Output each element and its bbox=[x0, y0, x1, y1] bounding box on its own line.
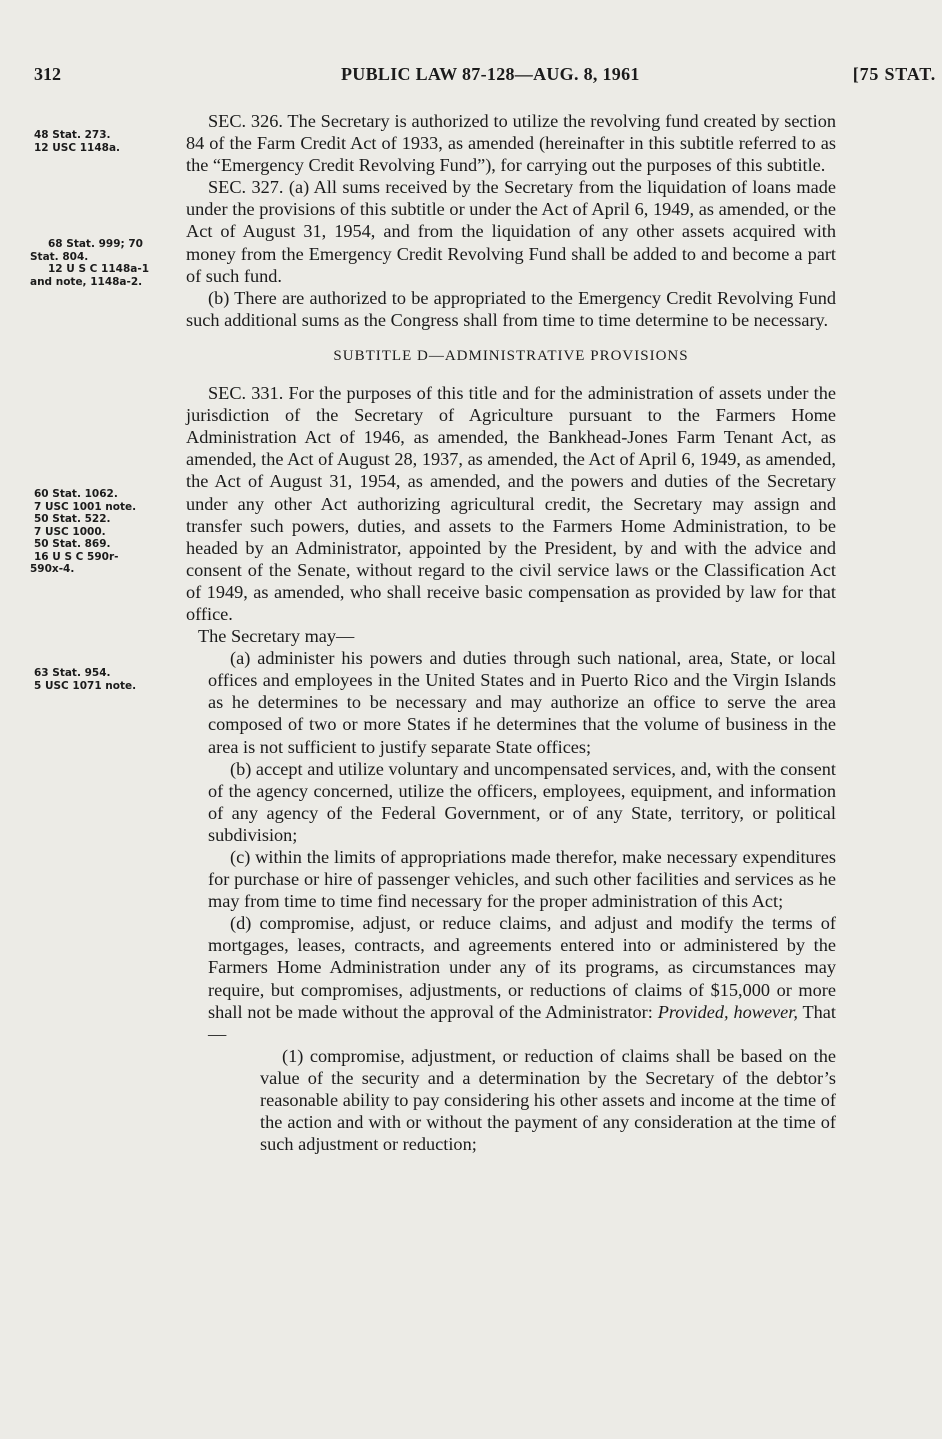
margin-citation: 590x-4. bbox=[30, 563, 75, 575]
running-head: PUBLIC LAW 87-128—AUG. 8, 1961 bbox=[341, 64, 640, 84]
margin-citation: 60 Stat. 1062. bbox=[34, 488, 118, 500]
subtitle-heading: SUBTITLE D—ADMINISTRATIVE PROVISIONS bbox=[333, 347, 689, 364]
page-number: 312 bbox=[34, 64, 61, 84]
margin-citation: 68 Stat. 999; 70 bbox=[48, 238, 143, 250]
proviso-phrase: Provided, however, bbox=[657, 1001, 798, 1022]
margin-note-sec331 bbox=[30, 488, 182, 576]
section-326: SEC. 326. The Secretary is authorized to utilize the revolving fund created by section 84 of the Farm Credit Act of 1933, as amended (hereinafter in this subtitle referred to as the “Emergency Credit Revolving Fund”), for carrying out the purposes of this subtitle. bbox=[186, 111, 836, 176]
margin-citation: 50 Stat. 869. bbox=[34, 538, 111, 550]
statute-volume: [75 STAT. bbox=[852, 64, 936, 84]
clause-b: (b) accept and utilize voluntary and uncompensated services, and, with the consent of the agency concerned, utilize the officers, employees, equipment, and information of any agency of the Federal Government, or of any State, territory, or political subdivision; bbox=[208, 758, 836, 845]
section-327-a: SEC. 327. (a) All sums received by the Secretary from the liquidation of loans made under the provisions of this subtitle or under the Act of April 6, 1949, as amended, or the Act of August 31, 1954, and from the liquidation of any other assets acquired with money from the Emergency Credit Revolving Fund shall be added to and become a part of such fund. bbox=[186, 177, 836, 286]
secretary-may-intro: The Secretary may— bbox=[198, 626, 355, 647]
margin-citation: 16 U S C 590r- bbox=[34, 550, 119, 563]
margin-citation: 5 USC 1071 note. bbox=[34, 679, 137, 692]
margin-citation: 12 U S C 1148a-1 bbox=[48, 263, 150, 275]
margin-note-sec326 bbox=[30, 129, 182, 154]
margin-citation: Stat. 804. bbox=[30, 250, 89, 263]
margin-note-classification-act bbox=[30, 667, 182, 692]
page-header bbox=[34, 64, 936, 88]
margin-note-sec327 bbox=[30, 238, 182, 288]
section-327-b: (b) There are authorized to be appropriated to the Emergency Credit Revolving Fund such additional sums as the Congress shall from time to time determine to be necessary. bbox=[186, 287, 836, 330]
clause-d bbox=[186, 912, 836, 1045]
section-331: SEC. 331. For the purposes of this title and for the administration of assets under the jurisdiction of the Secretary of Agriculture pursuant to the Farmers Home Administration Act of 1946, as amended, the Bankhead-Jones Farm Tenant Act, as amended, the Act of August 28, 1937, as amended, the Act of April 6, 1949, as amended, the Act of August 31, 1954, as amended, and the powers and duties of the Secretary under any other Act authorizing agricultural credit, the Secretary may assign and transfer such powers, duties, and assets to the Farmers Home Administration, to be headed by an Administrator, appointed by the President, by and with the advice and consent of the Senate, without regard to the civil service laws or the Classification Act of 1949, as amended, who shall receive basic compensation as provided by law for that office. bbox=[186, 383, 836, 624]
margin-citation: 7 USC 1001 note. bbox=[34, 500, 137, 513]
clause-a: (a) administer his powers and duties through such national, area, State, or local offices and employees in the United States and in Puerto Rico and the Virgin Islands as he determines to be necessary and may authorize an office to serve the area composed of two or more States if he determines that the volume of business in the area is not sufficient to justify separate State offices; bbox=[208, 648, 836, 757]
body-text bbox=[186, 110, 836, 1155]
clause-d-that: That— bbox=[208, 1001, 836, 1044]
margin-citation: and note, 1148a-2. bbox=[30, 275, 143, 288]
clause-c: (c) within the limits of appropriations made therefor, make necessary expenditures for purchase or hire of passenger vehicles, and such other facilities and services as he may from time to time find necessary for the proper administration of this Act; bbox=[208, 847, 836, 912]
margin-citation: 63 Stat. 954. bbox=[34, 667, 111, 679]
margin-citation: 48 Stat. 273. bbox=[34, 129, 111, 141]
proviso-1: (1) compromise, adjustment, or reduction of claims shall be based on the value of the security and a determination by the Secretary of the debtor’s reasonable ability to pay considering his other assets and income at the time of the action and with or without the payment of any consideration at the time of such adjustment or reduction; bbox=[260, 1045, 836, 1155]
clause-d-text: (d) compromise, adjust, or reduce claims, and adjust and modify the terms of mortgages, leases, contracts, and agreements entered into or administered by the Farmers Home Administration under any of its programs, as circumstances may require, but compromises, adjustments, or reductions of claims of $15,000 or more shall not be made without the approval of the Administrator: bbox=[208, 913, 836, 1022]
margin-citation: 50 Stat. 522. bbox=[34, 513, 111, 525]
margin-citation: 12 USC 1148a. bbox=[34, 141, 121, 154]
margin-citation: 7 USC 1000. bbox=[34, 525, 106, 538]
